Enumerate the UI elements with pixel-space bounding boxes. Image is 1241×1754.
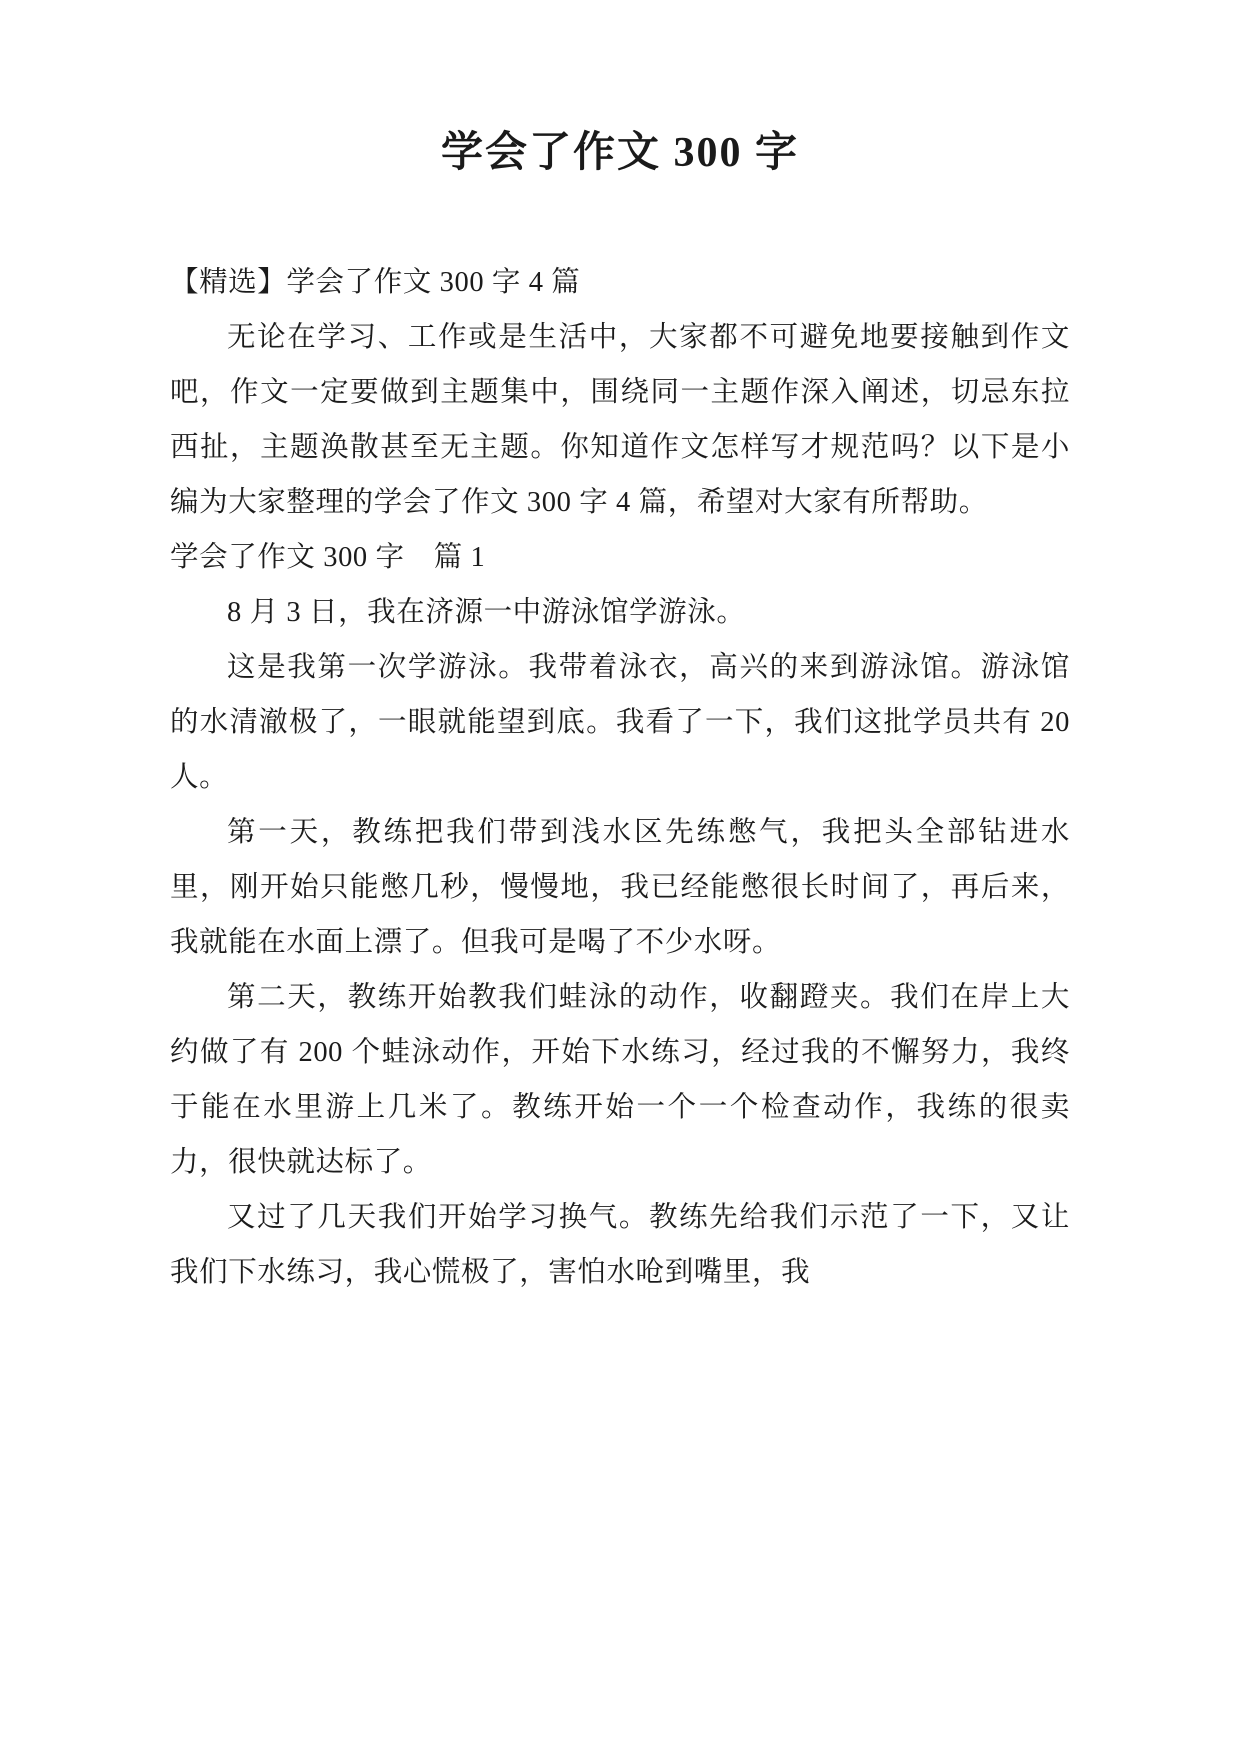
document-content [170,0,1070,1300]
section-heading-1: 学会了作文 300 字 篇 1 [170,541,486,573]
page-title: 学会了作文 300 字 [440,130,799,176]
body-paragraph-1: 8 月 3 日，我在济源一中游泳馆学游泳。 [227,596,746,628]
body-paragraph-3: 第一天，教练把我们带到浅水区先练憋气，我把头全部钻进水里，刚开始只能憋几秒，慢慢地，我已经能憋很长时间了，再后来，我就能在水面上漂了。但我可是喝了不少水呀。 [170,816,1070,958]
subtitle-line: 【精选】学会了作文 300 字 4 篇 [170,266,581,298]
body-paragraph-2: 这是我第一次学游泳。我带着泳衣，高兴的来到游泳馆。游泳馆的水清澈极了，一眼就能望到底。我看了一下，我们这批学员共有 20 人。 [170,651,1070,793]
body-paragraph-4: 第二天，教练开始教我们蛙泳的动作，收翻蹬夹。我们在岸上大约做了有 200 个蛙泳动作，开始下水练习，经过我的不懈努力，我终于能在水里游上几米了。教练开始一个一个检查动作，我练的很卖力，很快就达标了。 [170,981,1070,1178]
intro-paragraph: 无论在学习、工作或是生活中，大家都不可避免地要接触到作文吧，作文一定要做到主题集中，围绕同一主题作深入阐述，切忌东拉西扯，主题涣散甚至无主题。你知道作文怎样写才规范吗？以下是小编为大家整理的学会了作文 300 字 4 篇，希望对大家有所帮助。 [170,321,1070,518]
document-body [170,255,1070,1300]
body-paragraph-5: 又过了几天我们开始学习换气。教练先给我们示范了一下，又让我们下水练习，我心慌极了，害怕水呛到嘴里，我 [170,1201,1070,1288]
